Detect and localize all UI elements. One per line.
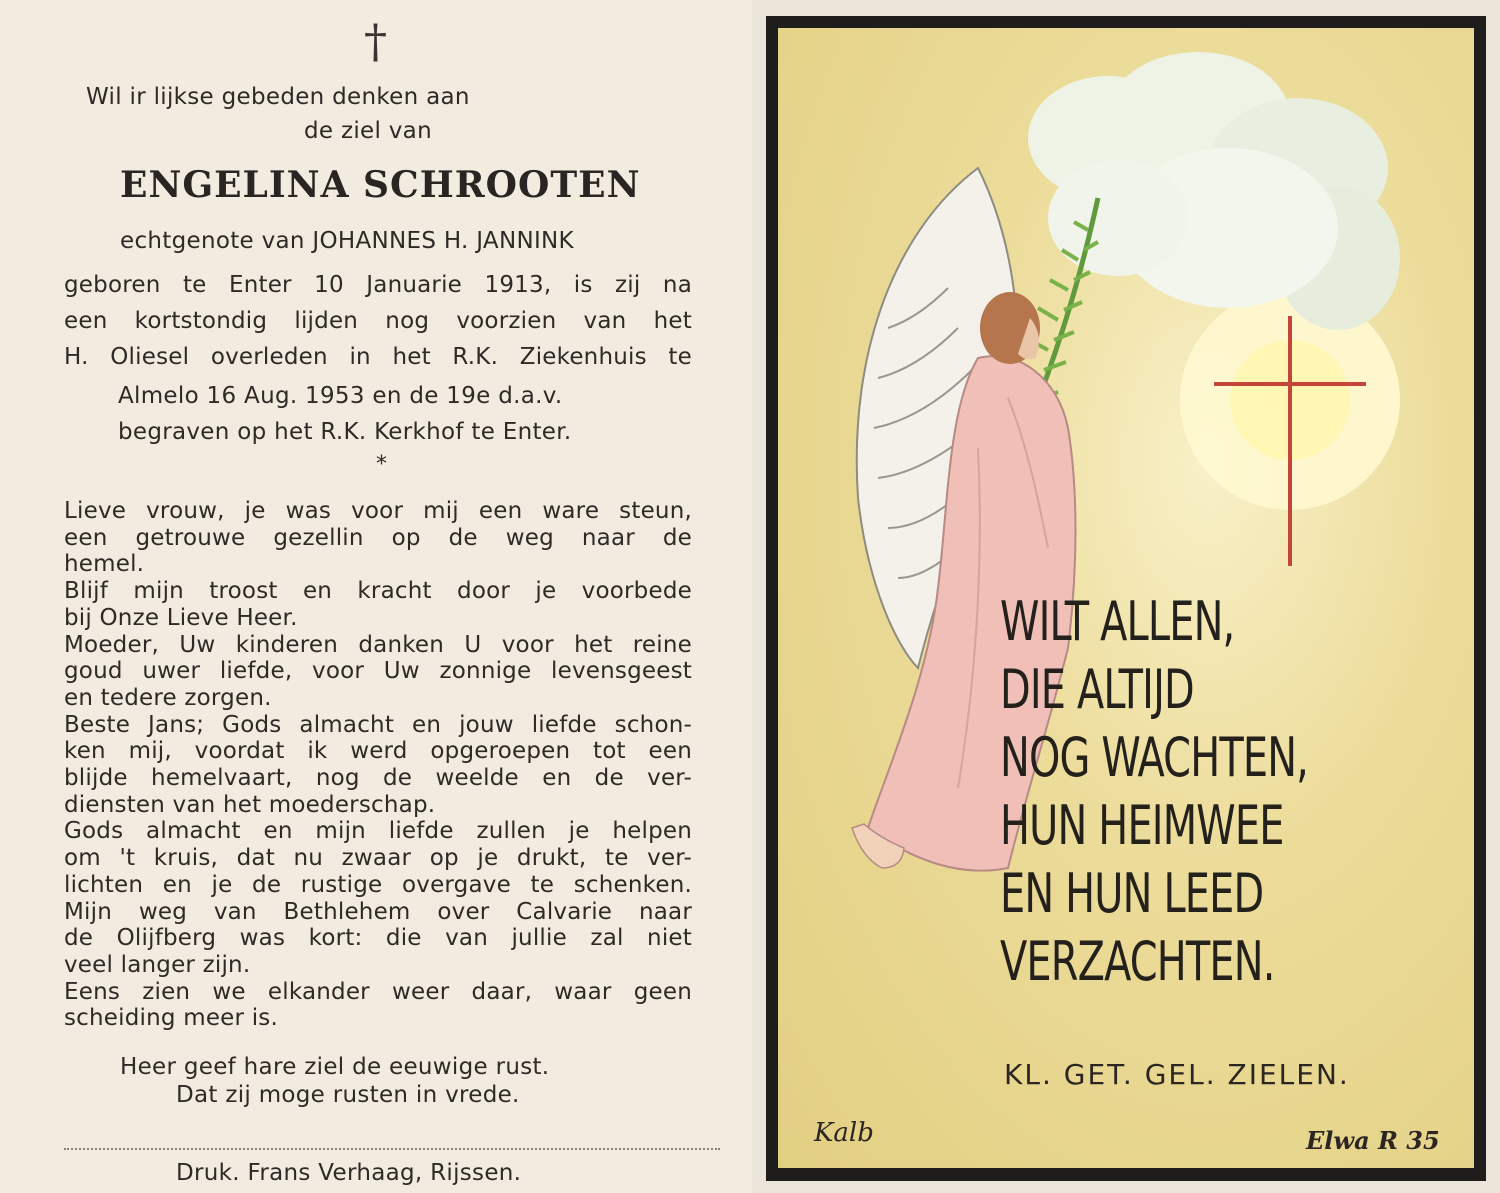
separator-star: *: [376, 452, 387, 477]
verse-text: [1000, 588, 1430, 996]
verse-line-4: HUN HEIMWEE: [1000, 794, 1284, 857]
farewell-line: bij Onze Lieve Heer.: [64, 604, 298, 631]
verse-line-6: VERZACHTEN.: [1000, 930, 1275, 993]
farewell-line: en tedere zorgen.: [64, 684, 272, 711]
picture-illustration: [778, 28, 1474, 1168]
farewell-line: de Olijfberg was kort: die van jullie zal niet: [64, 925, 692, 952]
farewell-line: Gods almacht en mijn liefde zullen je helpen: [64, 818, 692, 845]
artist-signature: Kalb: [814, 1118, 874, 1148]
bio-line-5: begraven op het R.K. Kerkhof te Enter.: [118, 419, 572, 445]
intro-line-2: de ziel van: [304, 118, 432, 144]
farewell-line: goud uwer liefde, voor Uw zonnige levensgeest: [64, 658, 692, 685]
verse-line-1: WILT ALLEN,: [1000, 590, 1235, 653]
spouse-line: echtgenote van JOHANNES H. JANNINK: [120, 228, 574, 254]
printer-credit: Druk. Frans Verhaag, Rijssen.: [176, 1160, 522, 1186]
cloud-icon: [1028, 52, 1400, 330]
farewell-line: veel langer zijn.: [64, 951, 251, 978]
deceased-name: ENGELINA SCHROOTEN: [120, 164, 641, 206]
farewell-line: een getrouwe gezellin op de weg naar de: [64, 524, 692, 551]
farewell-line: om 't kruis, dat nu zwaar op je drukt, te ver-: [64, 845, 692, 872]
farewell-line: Mijn weg van Bethlehem over Calvarie naar: [64, 898, 692, 925]
farewell-line: ken mij, voordat ik werd opgeroepen tot een: [64, 738, 692, 765]
closing-line-1: Heer geef hare ziel de eeuwige rust.: [120, 1054, 550, 1080]
verse-line-2: DIE ALTIJD: [1000, 658, 1194, 721]
farewell-line: blijde hemelvaart, nog de weelde en de ver-: [64, 765, 692, 791]
cross-mark: †: [364, 14, 387, 68]
closing-line-2: Dat zij moge rusten in vrede.: [176, 1082, 520, 1108]
farewell-line: hemel.: [64, 551, 145, 578]
farewell-line: diensten van het moederschap.: [64, 791, 436, 818]
bio-line: H. Oliesel overleden in het R.K. Ziekenhuis te: [64, 344, 692, 370]
bio-line: een kortstondig lijden nog voorzien van het: [64, 308, 692, 334]
bio-line-4: Almelo 16 Aug. 1953 en de 19e d.a.v.: [118, 383, 563, 409]
farewell-line: Lieve vrouw, je was voor mij een ware steun,: [64, 498, 692, 524]
card-code: Elwa R 35: [1306, 1126, 1440, 1155]
intro-line-1: Wil ir lijkse gebeden denken aan: [86, 84, 470, 110]
farewell-line: Moeder, Uw kinderen danken U voor het reine: [64, 631, 692, 658]
farewell-line: Eens zien we elkander weer daar, waar geen: [64, 978, 692, 1005]
farewell-line: scheiding meer is.: [64, 1005, 278, 1032]
verse-reference: KL. GET. GEL. ZIELEN.: [1004, 1058, 1350, 1091]
farewell-line: Blijf mijn troost en kracht door je voorbede: [64, 578, 692, 605]
farewell-line: Beste Jans; Gods almacht en jouw liefde schon-: [64, 711, 692, 738]
bio-line: geboren te Enter 10 Januarie 1913, is zij na: [64, 272, 692, 298]
dotted-divider: [64, 1148, 720, 1150]
farewell-line: lichten en je de rustige overgave te schenken.: [64, 871, 692, 898]
devotional-picture-card: [766, 16, 1486, 1181]
verse-line-5: EN HUN LEED: [1000, 862, 1264, 925]
verse-line-3: NOG WACHTEN,: [1000, 726, 1308, 789]
